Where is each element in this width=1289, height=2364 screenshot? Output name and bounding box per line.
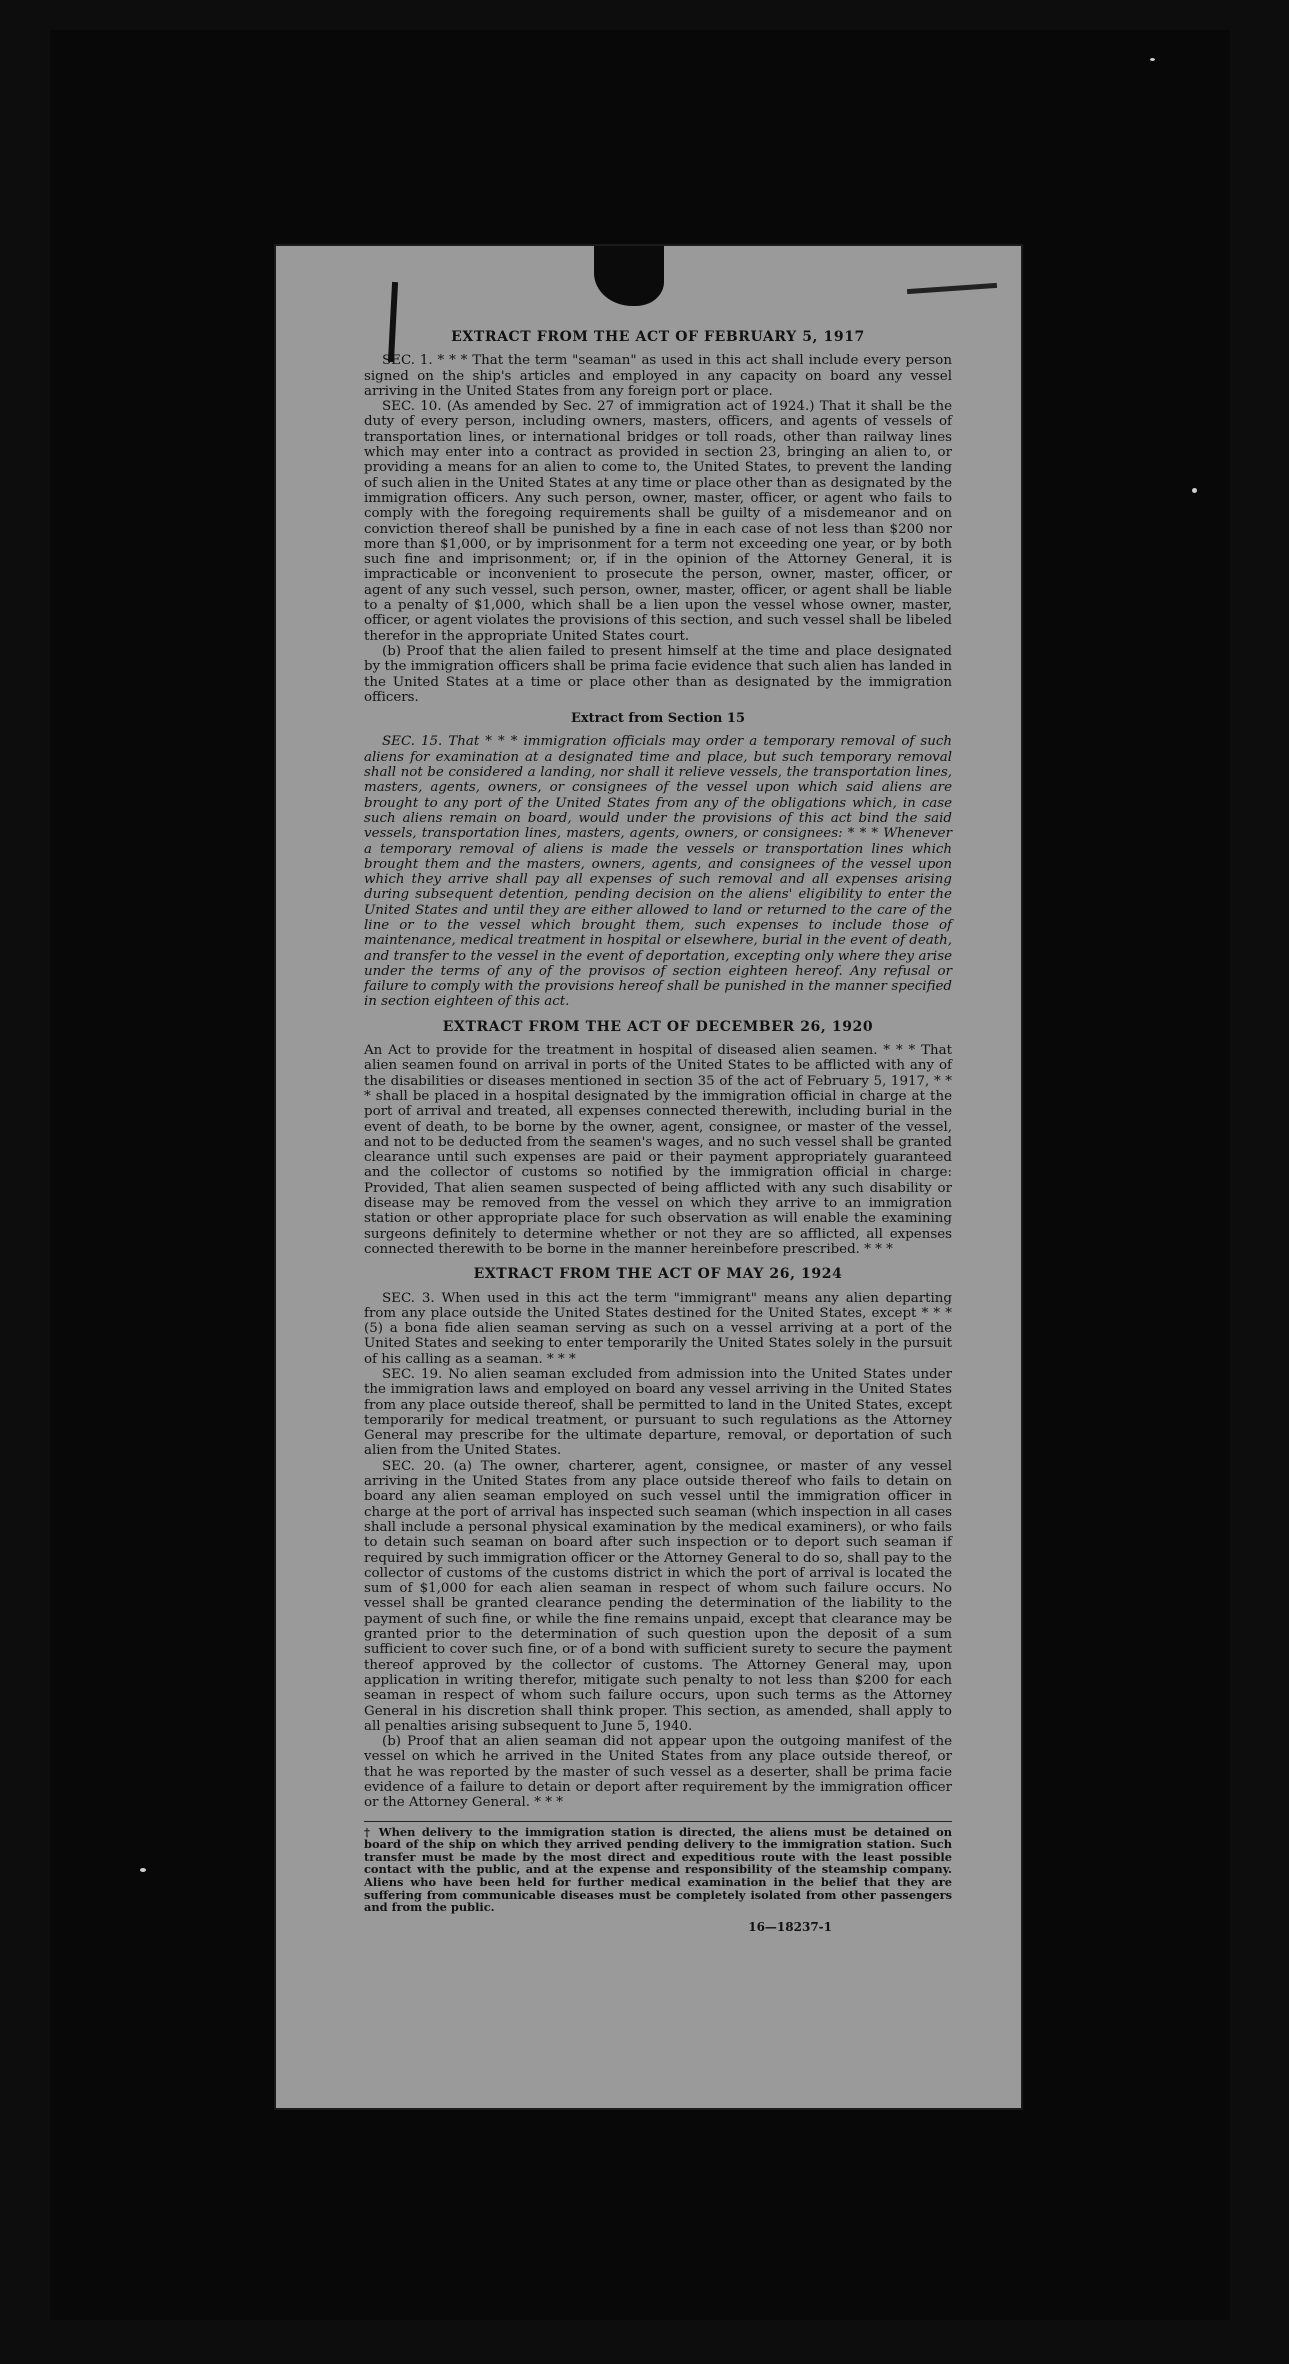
scan-speck xyxy=(1192,488,1197,493)
footnote: † When delivery to the immigration station is directed, the aliens must be detained on board of the ship on which they arrived pending delivery to the immigration station. Such transfer must be made by the most direct and expeditious route with the least possible contact with the public, and at the expense and responsibility of the steamship company. Aliens who have been held for further medical examination in the belief that they are suffering from communicable diseases must be completely isolated from other passengers and from the public. xyxy=(364,1821,952,1914)
scan-speck xyxy=(1150,58,1155,61)
torn-edge xyxy=(594,246,664,306)
form-number: 16—18237-1 xyxy=(748,1919,832,1934)
paragraph: SEC. 19. No alien seaman excluded from admission into the United States under the immigration laws and employed on board any vessel arriving in the United States from any place outside thereof, shall be permitted to land in the United States, except temporarily for medical treatment, or pursuant to such regulations as the Attorney General may prescribe for the ultimate departure, removal, or deportation of such alien from the United States. xyxy=(364,1367,952,1459)
paragraph: SEC. 10. (As amended by Sec. 27 of immigration act of 1924.) That it shall be the duty of every person, including owners, masters, officers, and agents of vessels of transportation lines, or international bridges or toll roads, other than railway lines which may enter into a contract as provided in section 23, bringing an alien to, or providing a means for an alien to come to, the United States, to prevent the landing of such alien in the United States at any time or place other than as designated by the immigration officers. Any such person, owner, master, officer, or agent who fails to comply with the foregoing requirements shall be guilty of a misdemeanor and on conviction thereof shall be punished by a fine in each case of not less than $200 nor more than $1,000, or by imprisonment for a term not exceeding one year, or by both such fine and imprisonment; or, if in the opinion of the Attorney General, it is impracticable or inconvenient to prosecute the person, owner, master, officer, or agent of any such vessel, such person, owner, master, officer, or agent shall be liable to a penalty of $1,000, which shall be a lien upon the vessel whose owner, master, officer, or agent violates the provisions of this section, and such vessel shall be libeled therefor in the appropriate United States court. xyxy=(364,399,952,644)
paragraph: SEC. 15. That * * * immigration officials may order a temporary removal of such aliens for examination at a designated time and place, but such temporary removal shall not be considered a landing, nor shall it relieve vessels, the transportation lines, masters, agents, owners, or consignees of the vessel upon which said aliens are brought to any port of the United States from any of the obligations which, in case such aliens remain on board, would under the provisions of this act bind the said vessels, transportation lines, masters, agents, owners, or consignees: * * * Whenever a temporary removal of aliens is made the vessels or transportation lines which brought them and the masters, owners, agents, and consignees of the vessel upon which they arrive shall pay all expenses of such removal and all expenses arising during subsequent detention, pending decision on the aliens' eligibility to enter the United States and until they are either allowed to land or returned to the care of the line or to the vessel which brought them, such expenses to include those of maintenance, medical treatment in hospital or elsewhere, burial in the event of death, and transfer to the vessel in the event of deportation, excepting only where they arise under the terms of any of the provisos of section eighteen hereof. Any refusal or failure to comply with the provisions hereof shall be punished in the manner specified in section eighteen of this act. xyxy=(364,734,952,1010)
document-body xyxy=(364,326,952,1935)
section-heading: EXTRACT FROM THE ACT OF DECEMBER 26, 1920 xyxy=(442,1018,874,1035)
paragraph: (b) Proof that an alien seaman did not appear upon the outgoing manifest of the vessel on which he arrived in the United States from any place outside thereof, or that he was reported by the master of such vessel as a deserter, shall be prima facie evidence of a failure to detain or deport after requirement by the immigration officer or the Attorney General. * * * xyxy=(364,1734,952,1811)
section-heading: Extract from Section 15 xyxy=(570,711,746,727)
paragraph: An Act to provide for the treatment in hospital of diseased alien seamen. * * * That alien seamen found on arrival in ports of the United States to be afflicted with any of the disabilities or diseases mentioned in section 35 of the act of February 5, 1917, * * * shall be placed in a hospital designated by the immigration official in charge at the port of arrival and treated, all expenses connected therewith, including burial in the event of death, to be borne by the owner, agent, consignee, or master of the vessel, and not to be deducted from the seamen's wages, and no such vessel shall be granted clearance until such expenses are paid or their payment appropriately guaranteed and the collector of customs so notified by the immigration official in charge: Provided, That alien seamen suspected of being afflicted with any such disability or disease may be removed from the vessel on which they arrive to an immigration station or other appropriate place for such observation as will enable the examining surgeons definitely to determine whether or not they are so afflicted, all expenses connected therewith to be borne in the manner hereinbefore prescribed. * * * xyxy=(364,1043,952,1257)
section-heading: EXTRACT FROM THE ACT OF MAY 26, 1924 xyxy=(473,1266,843,1283)
scan-speck xyxy=(140,1868,146,1872)
section-heading: EXTRACT FROM THE ACT OF FEBRUARY 5, 1917 xyxy=(451,329,865,345)
ink-mark xyxy=(907,283,997,294)
paragraph: (b) Proof that the alien failed to present himself at the time and place designated by the immigration officers shall be prima facie evidence that such alien has landed in the United States at a time or place other than as designated by the immigration officers. xyxy=(364,643,952,705)
paragraph: SEC. 20. (a) The owner, charterer, agent, consignee, or master of any vessel arriving in the United States from any place outside thereof who fails to detain on board any alien seaman employed on such vessel until the immigration officer in charge at the port of arrival has inspected such seaman (which inspection in all cases shall include a personal physical examination by the medical examiners), or who fails to detain such seaman on board after such inspection or to deport such seaman if required by such immigration officer or the Attorney General to do so, shall pay to the collector of customs of the customs district in which the port of arrival is located the sum of $1,000 for each alien seaman in respect of whom such failure occurs. No vessel shall be granted clearance pending the determination of the liability to the payment of such fine, or while the fine remains unpaid, except that clearance may be granted prior to the determination of such question upon the deposit of a sum sufficient to cover such fine, or of a bond with sufficient surety to secure the payment thereof approved by the collector of customs. The Attorney General may, upon application in writing therefor, mitigate such penalty to not less than $200 for each seaman in respect of whom such failure occurs, upon such terms as the Attorney General in his discretion shall think proper. This section, as amended, shall apply to all penalties arising subsequent to June 5, 1940. xyxy=(364,1458,952,1734)
paragraph: SEC. 3. When used in this act the term "immigrant" means any alien departing from any place outside the United States destined for the United States, except * * * (5) a bona fide alien seaman serving as such on a vessel arriving at a port of the United States and seeking to enter temporarily the United States solely in the pursuit of his calling as a seaman. * * * xyxy=(364,1290,952,1367)
document-page xyxy=(276,246,1021,2108)
paragraph: SEC. 1. * * * That the term "seaman" as used in this act shall include every person signed on the ship's articles and employed in any capacity on board any vessel arriving in the United States from any foreign port or place. xyxy=(364,353,952,399)
